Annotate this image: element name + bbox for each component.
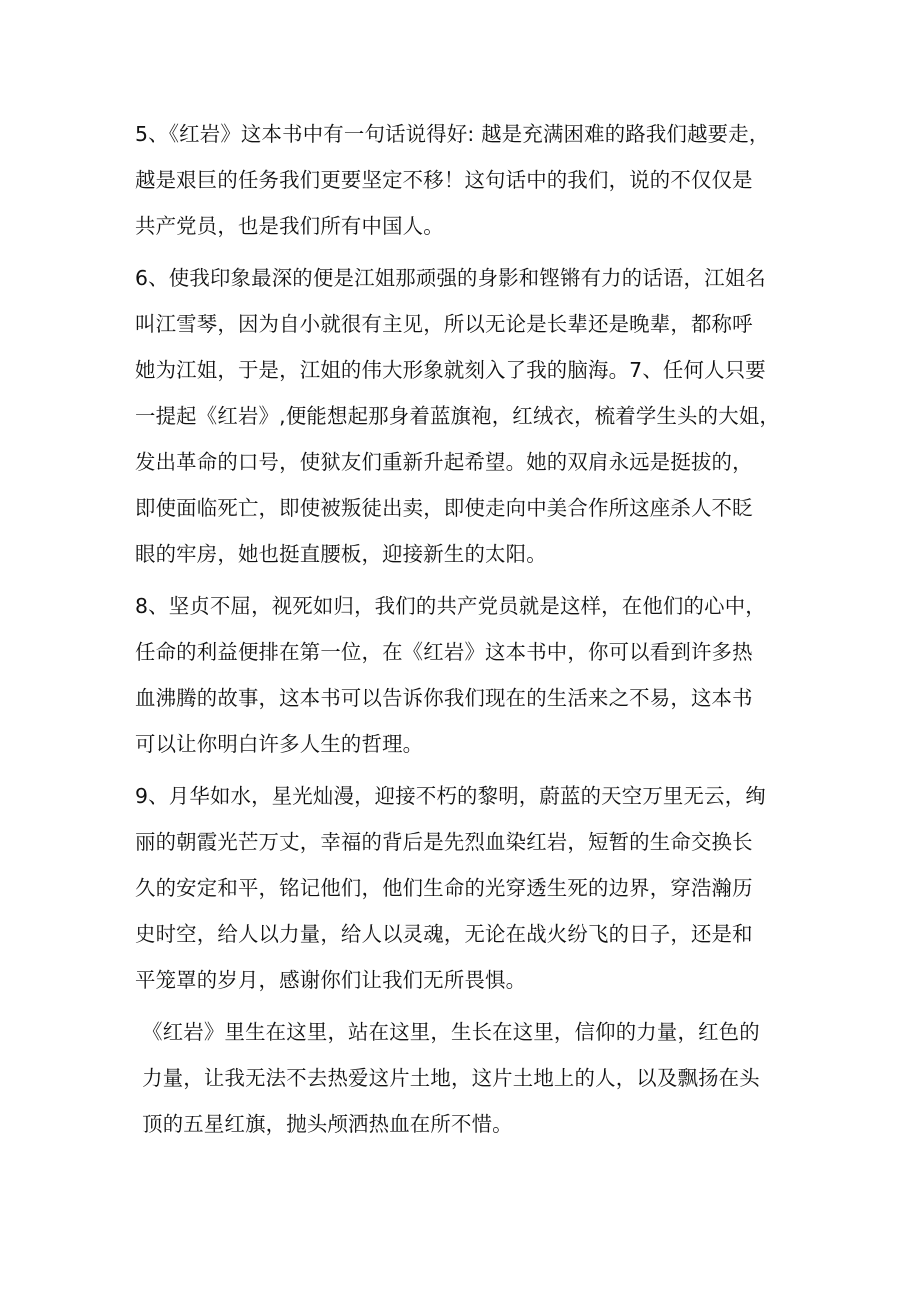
document-body bbox=[135, 111, 795, 1147]
text-line: 叫江雪琴，因为自小就很有主见，所以无论是长辈还是晚辈，都称呼 bbox=[135, 312, 753, 336]
paragraph-closing bbox=[135, 1009, 795, 1147]
text-line: 血沸腾的故事，这本书可以告诉你我们现在的生活来之不易，这本书 bbox=[135, 686, 753, 710]
text-line: 力量，让我无法不去热爱这片土地，这片土地上的人，以及飘扬在头 bbox=[142, 1066, 760, 1090]
text-line: 丽的朝霞光芒万丈，幸福的背后是先烈血染红岩，短暂的生命交换长 bbox=[135, 830, 753, 854]
text-line: 顶的五星红旗，抛头颅洒热血在所不惜。 bbox=[142, 1112, 513, 1136]
text-line: 即使面临死亡，即使被叛徒出卖，即使走向中美合作所这座杀人不眨 bbox=[135, 496, 753, 520]
text-line: 8、坚贞不屈，视死如归，我们的共产党员就是这样，在他们的心中， bbox=[135, 594, 766, 618]
text-line: 越是艰巨的任务我们更要坚定不移！这句话中的我们，说的不仅仅是 bbox=[135, 168, 753, 192]
text-line: 平笼罩的岁月，感谢你们让我们无所畏惧。 bbox=[135, 968, 527, 992]
text-line: 一提起《红岩》,便能想起那身着蓝旗袍，红绒衣，梳着学生头的大姐， bbox=[135, 404, 780, 428]
text-line: 6、使我印象最深的便是江姐那顽强的身影和铿锵有力的话语，江姐名 bbox=[135, 266, 766, 290]
paragraph-item-5 bbox=[135, 111, 795, 249]
text-line: 久的安定和平，铭记他们，他们生命的光穿透生死的边界，穿浩瀚历 bbox=[135, 876, 753, 900]
text-line: 发出革命的口号，使狱友们重新升起希望。她的双肩永远是挺拔的， bbox=[135, 450, 753, 474]
text-line: 可以让你明白许多人生的哲理。 bbox=[135, 732, 424, 756]
text-line: 任命的利益便排在第一位，在《红岩》这本书中，你可以看到许多热 bbox=[135, 640, 753, 664]
text-line: 她为江姐，于是，江姐的伟大形象就刻入了我的脑海。7、任何人只要 bbox=[135, 358, 766, 382]
paragraph-item-8 bbox=[135, 583, 795, 767]
text-line: 眼的牢房，她也挺直腰板，迎接新生的太阳。 bbox=[135, 542, 547, 566]
text-line: 史时空，给人以力量，给人以灵魂，无论在战火纷飞的日子，还是和 bbox=[135, 922, 753, 946]
text-line: 《红岩》里生在这里，站在这里，生长在这里，信仰的力量，红色的 bbox=[142, 1020, 760, 1044]
text-line: 9、月华如水，星光灿漫，迎接不朽的黎明，蔚蓝的天空万里无云，绚 bbox=[135, 784, 766, 808]
text-line: 共产党员，也是我们所有中国人。 bbox=[135, 214, 444, 238]
text-line: 5、《红岩》这本书中有一句话说得好: 越是充满困难的路我们越要走， bbox=[135, 122, 770, 146]
paragraph-item-9 bbox=[135, 773, 795, 1003]
paragraph-item-6-7 bbox=[135, 255, 795, 577]
